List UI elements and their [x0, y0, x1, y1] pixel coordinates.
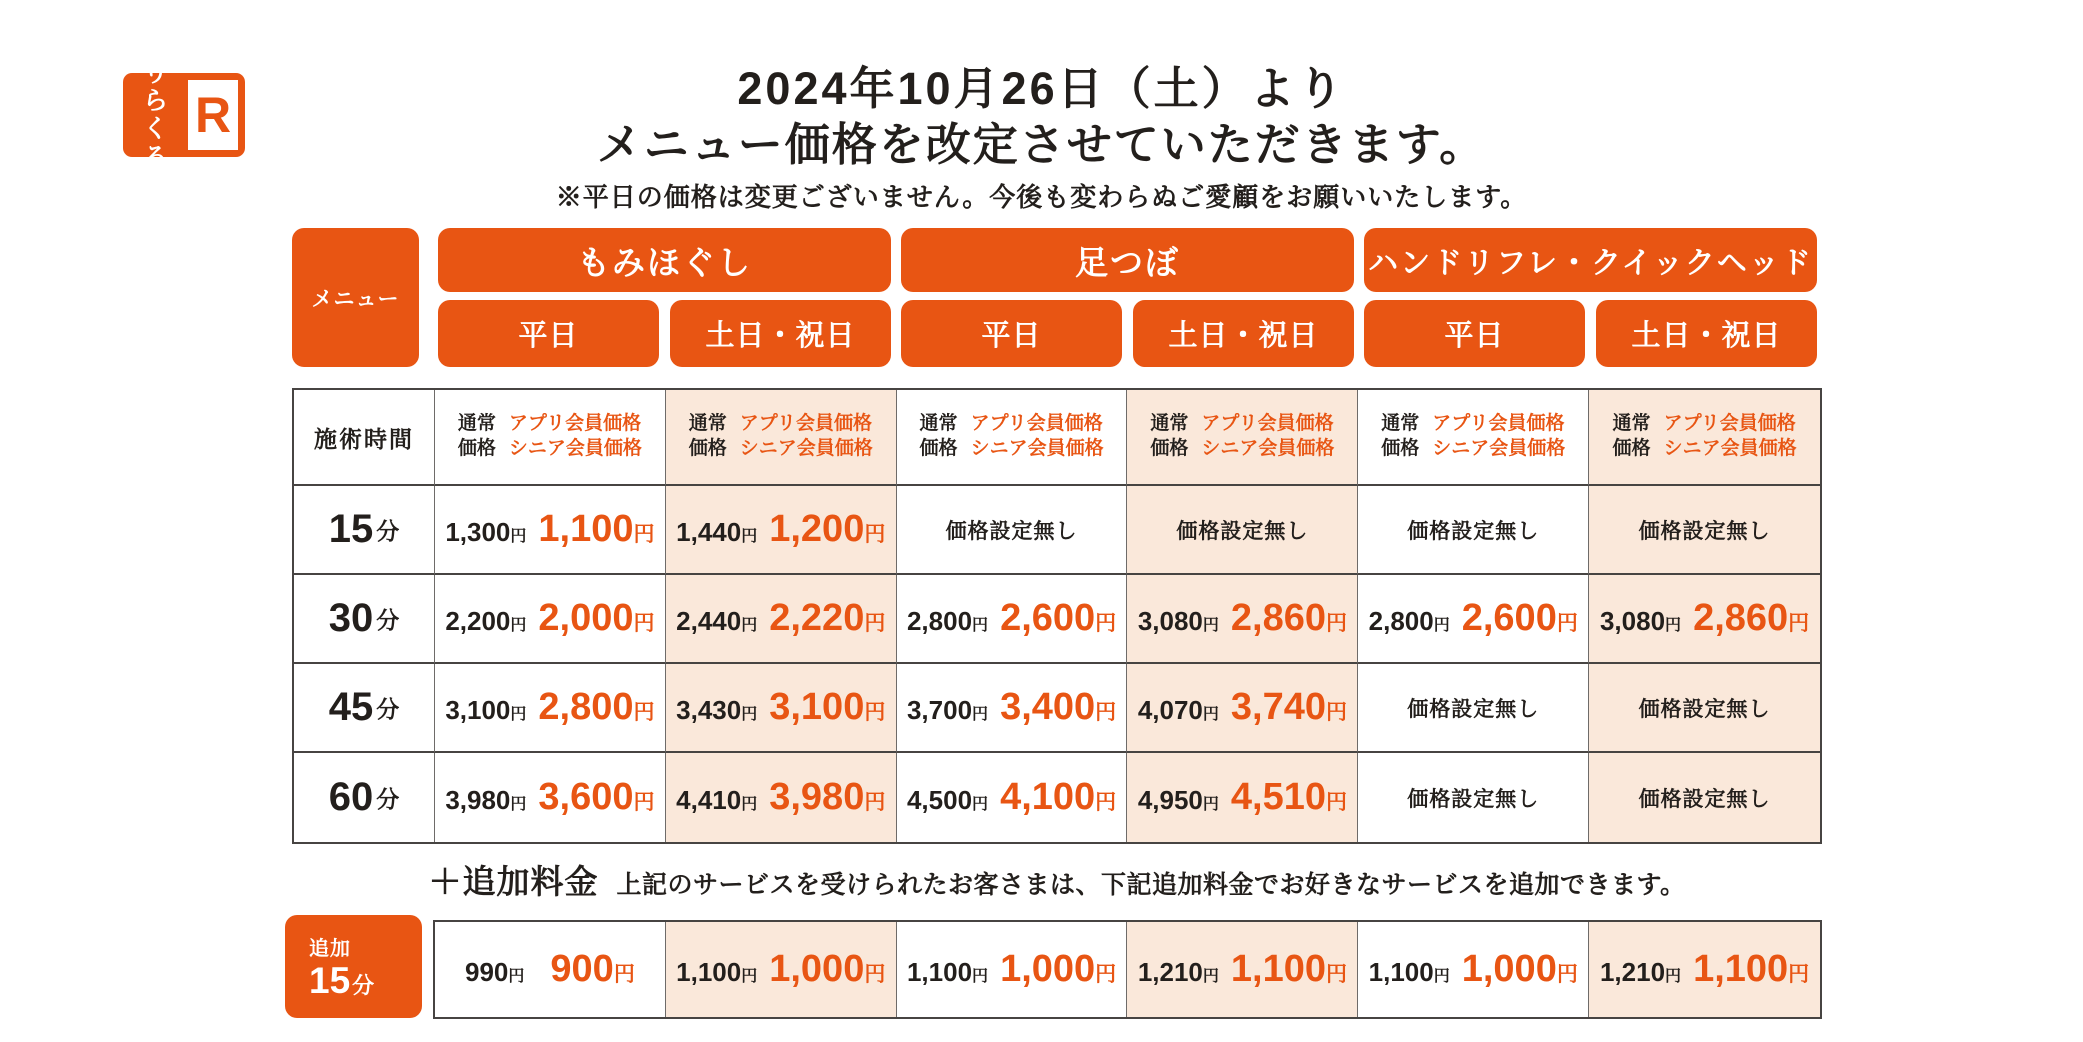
addon-heading-row: [292, 856, 1822, 903]
price-cell: 2,200円 2,000円: [435, 575, 666, 664]
addon-price-cell: 1,100円 1,000円: [666, 922, 897, 1017]
price-cell: 3,080円 2,860円: [1589, 575, 1820, 664]
time-column-header: 施術時間: [294, 390, 435, 486]
price-cell: 4,500円 4,100円: [897, 753, 1128, 842]
addon-price-table: [433, 920, 1822, 1019]
price-header-cell: 通常 価格 アプリ会員価格 シニア会員価格: [435, 390, 666, 486]
menu-corner-cell: メニュー: [292, 228, 419, 367]
price-header-cell: 通常 価格 アプリ会員価格 シニア会員価格: [1358, 390, 1589, 486]
price-cell: 3,980円 3,600円: [435, 753, 666, 842]
price-cell: 4,950円 4,510円: [1127, 753, 1358, 842]
day-header-weekday-3: 平日: [1364, 300, 1585, 367]
day-header-weekend-2: 土日・祝日: [1133, 300, 1354, 367]
addon-description: 上記のサービスを受けられたお客さまは、下記追加料金でお好きなサービスを追加できます。: [616, 871, 1686, 899]
title-date-line: 2024年10月26日（土）より: [737, 63, 1346, 114]
no-price-cell: 価格設定無し: [1589, 486, 1820, 575]
price-cell: 3,100円 2,800円: [435, 664, 666, 753]
price-table: [292, 388, 1822, 844]
title-main-line: メニュー価格を改定させていただきます。: [596, 119, 1487, 170]
addon-price-cell: 1,100円 1,000円: [1358, 922, 1589, 1017]
day-header-weekend-3: 土日・祝日: [1596, 300, 1817, 367]
price-cell: 4,410円 3,980円: [666, 753, 897, 842]
price-cell: 2,440円 2,220円: [666, 575, 897, 664]
logo-text-line1: りら: [142, 59, 170, 115]
time-cell-60: 60 分: [294, 753, 435, 842]
addon-price-cell: 1,210円 1,100円: [1589, 922, 1820, 1017]
price-cell: 3,700円 3,400円: [897, 664, 1128, 753]
no-price-cell: 価格設定無し: [1358, 486, 1589, 575]
price-header-cell: 通常 価格 アプリ会員価格 シニア会員価格: [1589, 390, 1820, 486]
no-price-cell: 価格設定無し: [1358, 753, 1589, 842]
addon-time-box: 追加 15分: [285, 915, 422, 1018]
time-cell-30: 30 分: [294, 575, 435, 664]
price-cell: 3,080円 2,860円: [1127, 575, 1358, 664]
no-price-cell: 価格設定無し: [897, 486, 1128, 575]
price-header-cell: 通常 価格 アプリ会員価格 シニア会員価格: [1127, 390, 1358, 486]
addon-heading: ＋追加料金: [428, 863, 599, 900]
category-header-ashitsubo: 足つぼ: [901, 228, 1354, 292]
price-cell: 3,430円 3,100円: [666, 664, 897, 753]
time-cell-15: 15 分: [294, 486, 435, 575]
day-header-weekend-1: 土日・祝日: [670, 300, 891, 367]
category-header-handrefle: ハンドリフレ・クイックヘッド: [1364, 228, 1817, 292]
addon-price-cell: 1,100円 1,000円: [897, 922, 1128, 1017]
no-price-cell: 価格設定無し: [1589, 664, 1820, 753]
price-cell: 1,300円 1,100円: [435, 486, 666, 575]
logo-text-line2: くる: [142, 115, 170, 171]
subtitle-note: ※平日の価格は変更ございません。今後も変わらぬご愛顧をお願いいたします。: [555, 182, 1528, 212]
no-price-cell: 価格設定無し: [1358, 664, 1589, 753]
price-cell: 2,800円 2,600円: [897, 575, 1128, 664]
price-header-cell: 通常 価格 アプリ会員価格 シニア会員価格: [897, 390, 1128, 486]
category-header-momihogushi: もみほぐし: [438, 228, 891, 292]
addon-price-cell: 990円 900円: [435, 922, 666, 1017]
price-cell: 4,070円 3,740円: [1127, 664, 1358, 753]
time-cell-45: 45 分: [294, 664, 435, 753]
logo-r-icon: R: [188, 80, 238, 150]
no-price-cell: 価格設定無し: [1127, 486, 1358, 575]
day-header-weekday-1: 平日: [438, 300, 659, 367]
no-price-cell: 価格設定無し: [1589, 753, 1820, 842]
price-cell: 1,440円 1,200円: [666, 486, 897, 575]
addon-price-cell: 1,210円 1,100円: [1127, 922, 1358, 1017]
day-header-weekday-2: 平日: [901, 300, 1122, 367]
price-cell: 2,800円 2,600円: [1358, 575, 1589, 664]
price-header-cell: 通常 価格 アプリ会員価格 シニア会員価格: [666, 390, 897, 486]
